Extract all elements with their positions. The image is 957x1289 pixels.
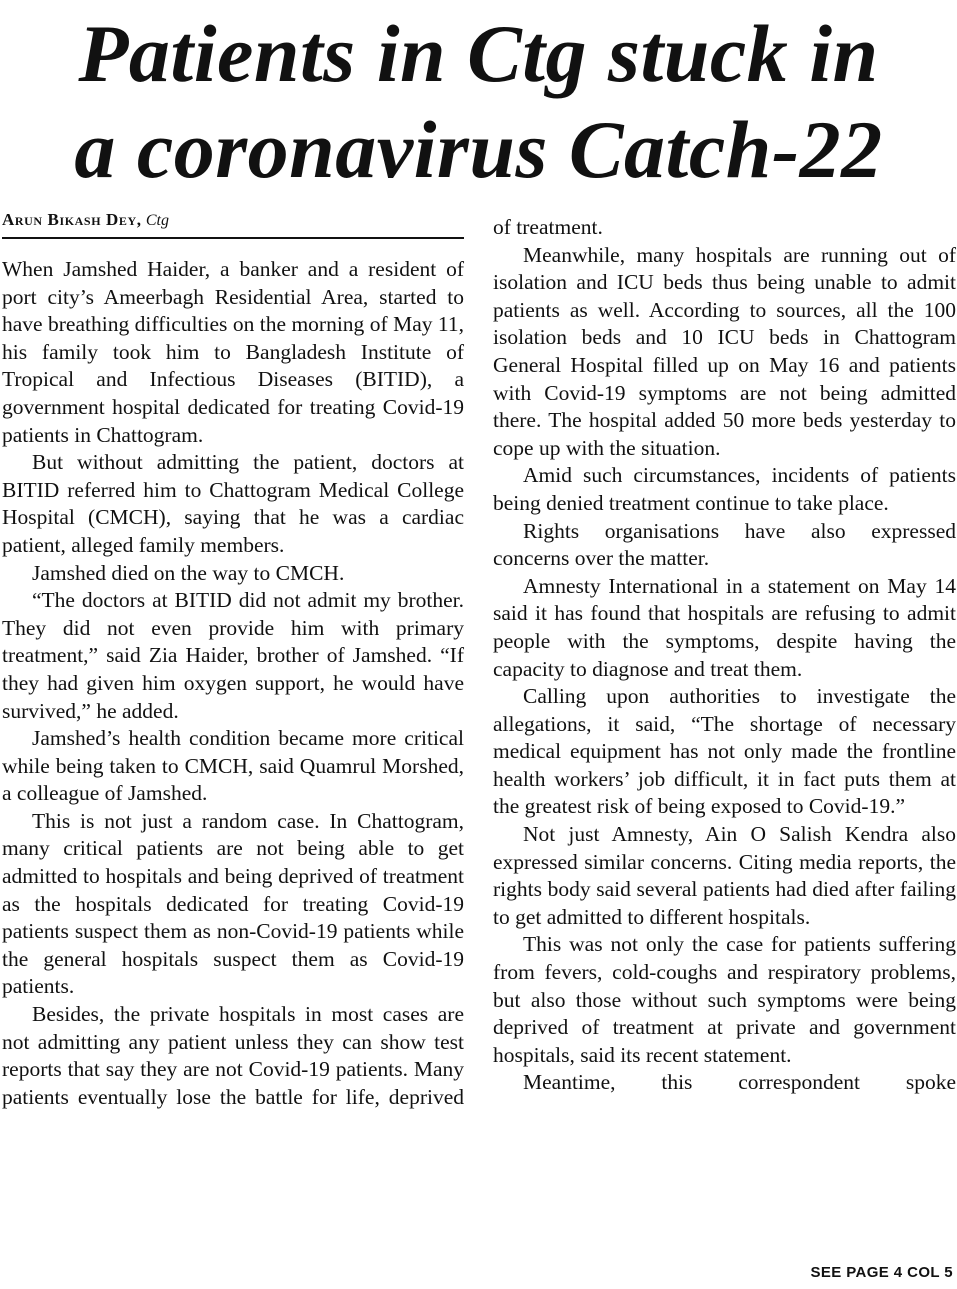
paragraph: But without admitting the patient, doctors at BITID referred him to Chattogram Medical College Hospital (CMCH), saying that he was a cardiac patient, alleged family members. <box>2 450 464 557</box>
paragraph: Amnesty International in a statement on May 14 said it has found that hospitals are refusing to admit people with the symptoms, despite having the capacity to diagnose and treat them. <box>493 573 956 681</box>
paragraph: Jamshed’s health condition became more critical while being taken to CMCH, said Quamrul Morshed, a colleague of Jamshed. <box>2 726 464 806</box>
headline <box>0 6 957 198</box>
continuation-line[interactable]: SEE PAGE 4 COL 5 <box>810 1264 953 1281</box>
paragraph-continued: of treatment. <box>493 215 603 239</box>
paragraph: Meanwhile, many hospitals are running out of isolation and ICU beds thus being unable to admit patients as well. According to sources, all the 100 isolation beds and 10 ICU beds in Chattogram General Hospital filled up on May 16 and patients with Covid-19 symptoms are not being admitted there. The hospital added 50 more beds yesterday to cope up with the situation. <box>493 242 956 460</box>
paragraph: Not just Amnesty, Ain O Salish Kendra also expressed similar concerns. Citing media reports, the rights body said several patients had died after failing to get admitted to different hospitals. <box>493 822 956 929</box>
paragraph: When Jamshed Haider, a banker and a resident of port city’s Ameerbagh Residential Area, started to have breathing difficulties on the morning of May 11, his family took him to Bangladesh Institute of Tropical and Infectious Diseases (BITID), a government hospital dedicated for treating Covid-19 patients in Chattogram. <box>2 257 464 447</box>
paragraph: This is not just a random case. In Chattogram, many critical patients are not being able to get admitted to hospitals and being deprived of treatment as the hospitals dedicated for treating Covid-19 patients suspect them as non-Covid-19 patients while the general hospitals suspect them as Covid-19 patients. <box>2 808 464 999</box>
paragraph: “The doctors at BITID did not admit my brother. They did not even provide him with primary treatment,” said Zia Haider, brother of Jamshed. “If they had given him oxygen support, he would have survived,” he added. <box>2 588 464 723</box>
paragraph: Calling upon authorities to investigate the allegations, it said, “The shortage of necessary medical equipment has not only made the frontline health workers’ job difficult, it in fact puts them at the greatest risk of being exposed to Covid-19.” <box>493 684 956 819</box>
paragraph: Jamshed died on the way to CMCH. <box>32 560 345 585</box>
paragraph: This was not only the case for patients suffering from fevers, cold-coughs and respiratory problems, but also those without such symptoms were being deprived of treatment at private and government hospitals, said its recent statement. <box>493 932 956 1067</box>
paragraph: Besides, the private hospitals in most cases are not admitting any patient unless they can show test reports that say they are not Covid-19 patients. Many patients eventually lose the battle for life, deprived <box>2 1002 464 1109</box>
paragraph: Meantime, this correspondent spoke <box>523 1070 956 1095</box>
headline-line-2: a coronavirus Catch-22 <box>74 104 883 195</box>
article-column-right <box>493 214 956 1097</box>
byline-place: Ctg <box>145 212 169 229</box>
headline-line-1: Patients in Ctg stuck in <box>78 8 879 99</box>
paragraph: Rights organisations have also expressed concerns over the matter. <box>493 518 956 571</box>
paragraph: Amid such circumstances, incidents of patients being denied treatment continue to take place. <box>493 463 956 515</box>
article-column-left <box>2 256 464 1111</box>
byline-author: Arun Bikash Dey, <box>2 210 142 229</box>
byline <box>2 207 464 239</box>
